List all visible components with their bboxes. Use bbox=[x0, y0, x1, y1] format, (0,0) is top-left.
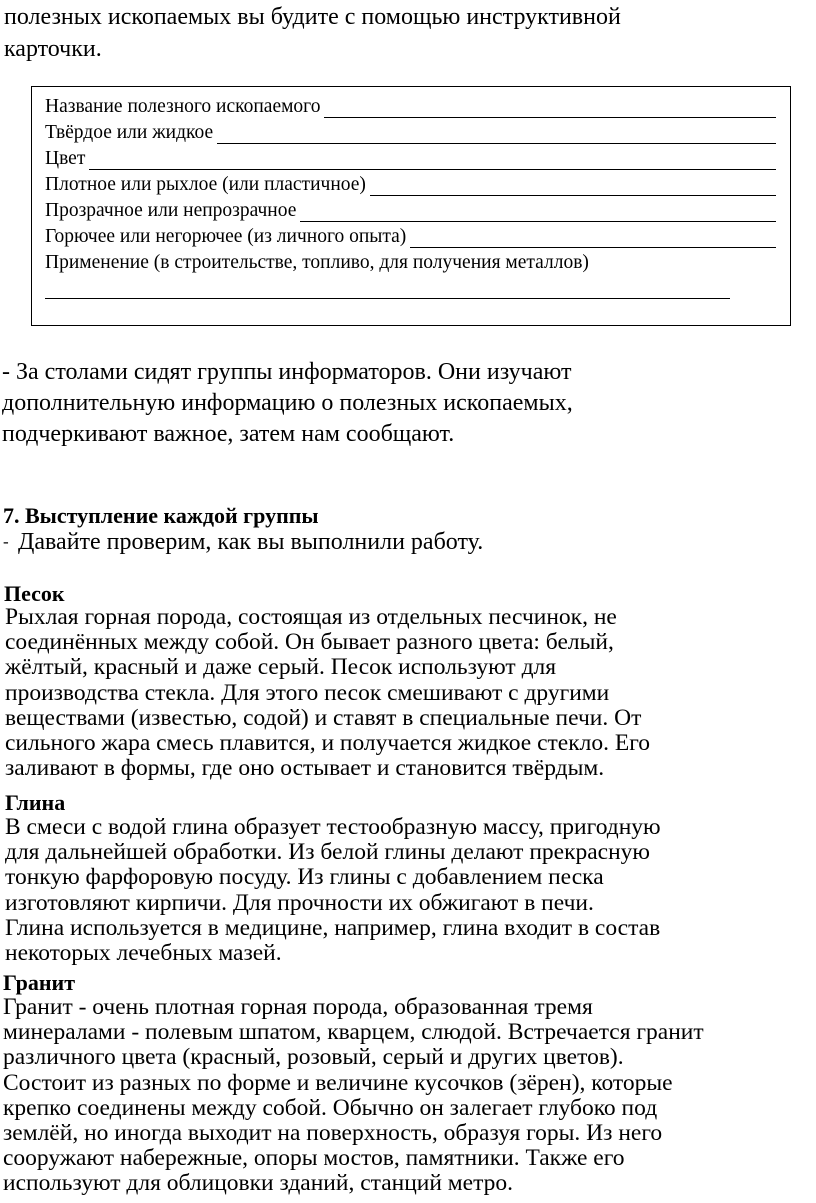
card-row-transparency bbox=[45, 196, 776, 222]
clay-title: Глина bbox=[5, 790, 66, 815]
granite-paragraph bbox=[3, 995, 704, 1197]
card-blank-usage bbox=[45, 298, 730, 299]
granite-line: землёй, но иногда выходит на поверхность, образуя горы. Из него bbox=[3, 1119, 663, 1146]
granite-line: крепко соединены между собой. Обычно он залегает глубоко под bbox=[3, 1094, 658, 1121]
card-row-flammability bbox=[45, 222, 776, 248]
card-label-density: Плотное или рыхлое (или пластичное) bbox=[45, 174, 366, 195]
granite-line: сооружают набережные, опоры мостов, памятники. Также его bbox=[3, 1145, 625, 1172]
granite-line: минералами - полевым шпатом, кварцем, слюдой. Встречается гранит bbox=[3, 1019, 704, 1046]
card-label-name: Название полезного ископаемого bbox=[45, 96, 321, 117]
sand-line: соединённых между собой. Он бывает разного цвета: белый, bbox=[5, 629, 614, 656]
card-row-color bbox=[45, 144, 776, 170]
card-blank-state bbox=[217, 124, 776, 144]
sand-title: Песок bbox=[4, 581, 65, 606]
card-blank-color bbox=[89, 150, 776, 170]
card-blank-transparency bbox=[300, 202, 776, 222]
informers-line-2: дополнительную информацию о полезных ископаемых, bbox=[2, 390, 573, 416]
card-label-transparency: Прозрачное или непрозрачное bbox=[45, 200, 297, 221]
sand-line: жёлтый, красный и даже серый. Песок используют для bbox=[5, 654, 557, 681]
informers-line-3: подчеркивают важное, затем нам сообщают. bbox=[2, 421, 455, 447]
clay-line: некоторых лечебных мазей. bbox=[5, 939, 282, 966]
clay-line: тонкую фарфоровую посуду. Из глины с добавлением песка bbox=[5, 864, 604, 891]
section-7-heading: 7. Выступление каждой группы bbox=[3, 503, 319, 528]
granite-line: Состоит из разных по форме и величине кусочков (зёрен), которые bbox=[3, 1069, 673, 1096]
section-7-subtitle: Давайте проверим, как вы выполнили работу. bbox=[18, 529, 484, 555]
card-blank-density bbox=[370, 176, 776, 196]
card-label-usage: Применение (в строительстве, топливо, для получения металлов) bbox=[45, 252, 589, 273]
card-row-usage bbox=[45, 248, 776, 274]
sand-line: производства стекла. Для этого песок смешивают с другими bbox=[5, 679, 610, 706]
clay-line: для дальнейшей обработки. Из белой глины делают прекрасную bbox=[5, 839, 650, 866]
sand-line: Рыхлая горная порода, состоящая из отдельных песчинок, не bbox=[5, 604, 617, 630]
sand-line: заливают в формы, где оно остывает и становится твёрдым. bbox=[5, 755, 605, 782]
card-row-density bbox=[45, 170, 776, 196]
intro-line-2: карточки. bbox=[4, 36, 102, 62]
card-label-state: Твёрдое или жидкое bbox=[45, 122, 214, 143]
card-label-color: Цвет bbox=[45, 148, 86, 169]
card-blank-name bbox=[324, 98, 776, 118]
card-row-name bbox=[45, 92, 776, 118]
clay-line: Глина используется в медицине, например, глина входит в состав bbox=[5, 914, 661, 941]
granite-title: Гранит bbox=[3, 970, 76, 995]
granite-line: различного цвета (красный, розовый, серый и других цветов). bbox=[3, 1044, 624, 1071]
intro-line-1: полезных ископаемых вы будите с помощью инструктивной bbox=[4, 4, 621, 30]
sand-line: сильного жара смесь плавится, и получается жидкое стекло. Его bbox=[5, 729, 651, 756]
card-blank-flammability bbox=[410, 228, 776, 248]
sand-line: веществами (известью, содой) и ставят в специальные печи. От bbox=[5, 704, 642, 731]
clay-paragraph bbox=[5, 815, 661, 966]
card-label-flammability: Горючее или негорючее (из личного опыта) bbox=[45, 226, 407, 247]
sand-paragraph bbox=[5, 605, 650, 781]
granite-line: Гранит - очень плотная горная порода, образованная тремя bbox=[3, 994, 593, 1020]
card-row-state bbox=[45, 118, 776, 144]
instruction-card bbox=[31, 86, 791, 326]
clay-line: В смеси с водой глина образует тестообразную массу, пригодную bbox=[5, 814, 661, 840]
clay-line: изготовляют кирпичи. Для прочности их обжигают в печи. bbox=[5, 889, 594, 916]
granite-line: используют для облицовки зданий, станций метро. bbox=[3, 1170, 514, 1197]
informers-line-1: - За столами сидят группы информаторов. Они изучают bbox=[2, 359, 572, 385]
section-7-dash: - bbox=[3, 532, 9, 551]
